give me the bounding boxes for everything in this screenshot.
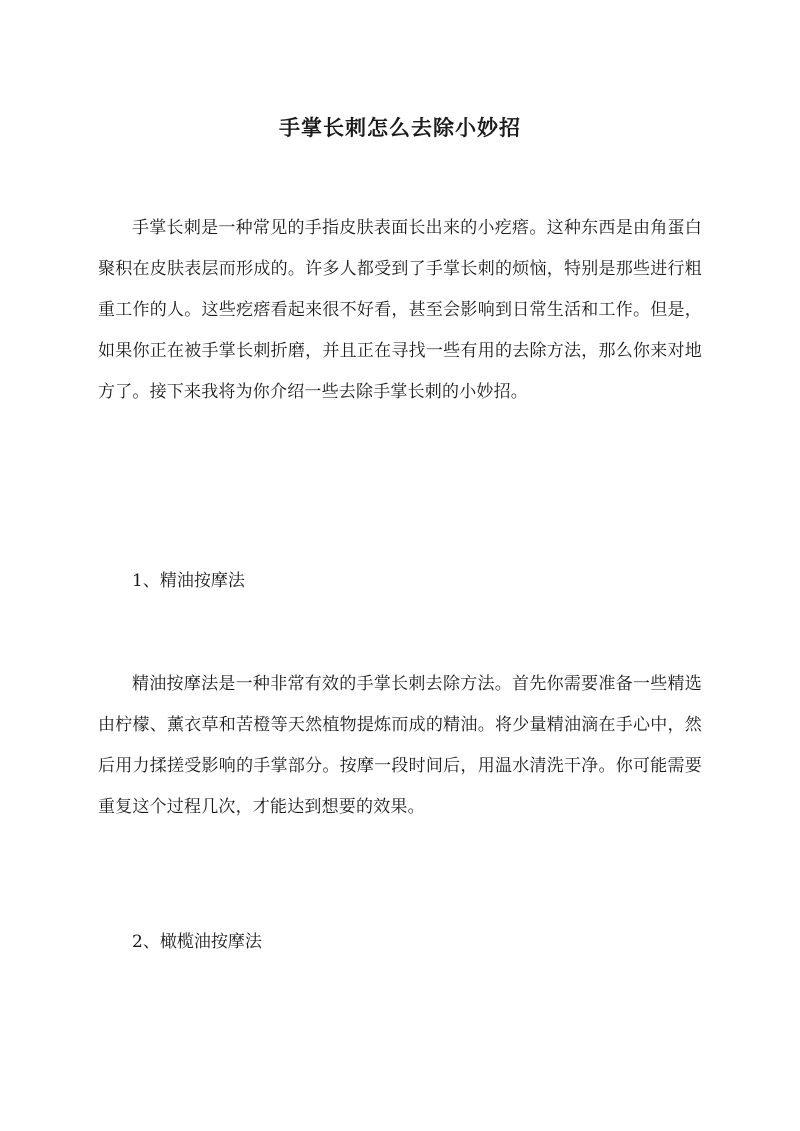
intro-paragraph: 手掌长刺是一种常见的手指皮肤表面长出来的小疙瘩。这种东西是由角蛋白聚积在皮肤表层而形成的。许多人都受到了手掌长刺的烦恼，特别是那些进行粗重工作的人。这些疙瘩看起来很不好看，甚至会影响到日常生活和工作。但是，如果你正在被手掌长刺折磨，并且正在寻找一些有用的去除方法，那么你来对地方了。接下来我将为你介绍一些去除手掌长刺的小妙招。 <box>98 218 702 402</box>
section-heading-2: 2、橄榄油按摩法 <box>132 932 262 952</box>
section-body-1: 精油按摩法是一种非常有效的手掌长刺去除方法。首先你需要准备一些精选由柠檬、薰衣草和苦橙等天然植物提炼而成的精油。将少量精油滴在手心中，然后用力揉搓受影响的手掌部分。按摩一段时间后，用温水清洗干净。你可能需要重复这个过程几次，才能达到想要的效果。 <box>98 674 702 817</box>
document-title: 手掌长刺怎么去除小妙招 <box>279 115 521 141</box>
section-heading-1: 1、精油按摩法 <box>132 571 245 591</box>
